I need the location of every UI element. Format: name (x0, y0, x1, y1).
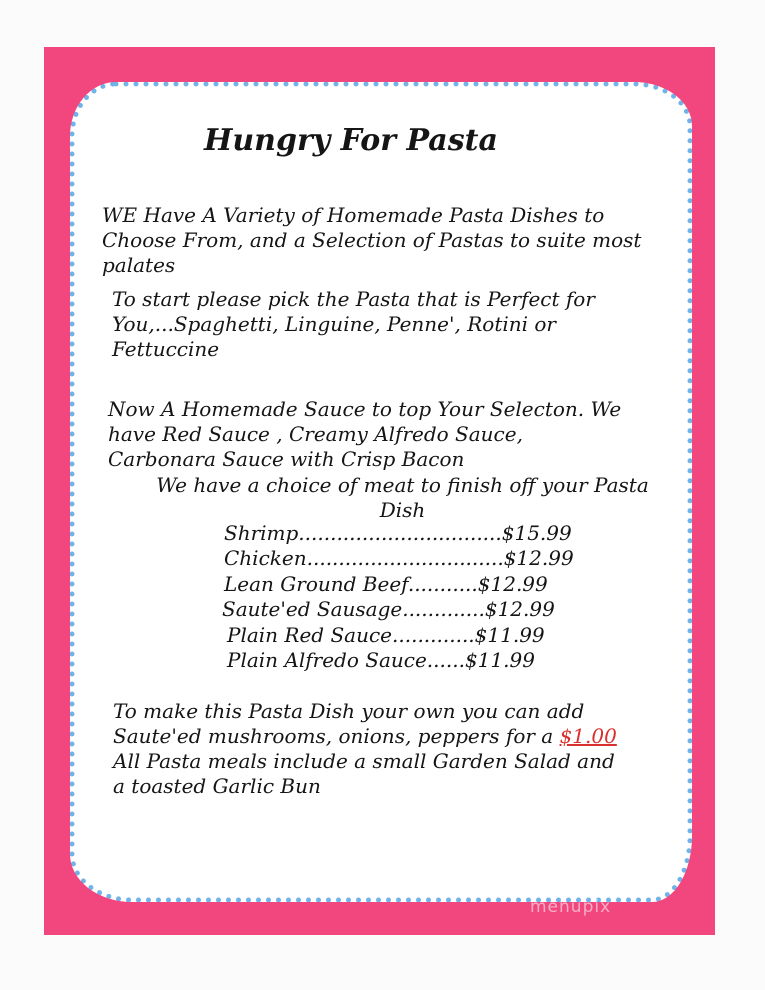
addon-line-prefix: Saute'ed mushrooms, onions, peppers for a (113, 724, 560, 748)
meat-paragraph (0, 473, 765, 523)
menu-item-line: Saute'ed Sausage.............$12.99 (222, 597, 555, 622)
menu-item-chicken (210, 546, 574, 571)
pasta-line: Fettuccine (112, 337, 220, 361)
sauce-line: Carbonara Sauce with Crisp Bacon (108, 447, 465, 471)
addon-line: a toasted Garlic Bun (113, 774, 321, 798)
menu-item-line: Chicken...............................$12.99 (224, 546, 574, 571)
sauce-paragraph (108, 397, 621, 472)
addon-line (113, 724, 617, 749)
menu-item-line: Plain Red Sauce.............$11.99 (227, 622, 545, 647)
menu-item-line: Lean Ground Beef...........$12.99 (224, 571, 548, 596)
meat-line: Dish (379, 498, 426, 522)
intro-line: Choose From, and a Selection of Pastas to suite most (102, 228, 642, 252)
intro-paragraph (102, 203, 641, 278)
sauce-line: have Red Sauce , Creamy Alfredo Sauce, (108, 422, 523, 446)
intro-line: WE Have A Variety of Homemade Pasta Dishes to (102, 203, 605, 227)
intro-line: palates (102, 253, 176, 277)
pasta-paragraph (112, 287, 595, 362)
menu-item-shrimp (210, 521, 572, 546)
pasta-line: To start please pick the Pasta that is Perfect for (112, 287, 595, 311)
price-list (210, 521, 574, 673)
watermark: menupix (530, 897, 612, 917)
addon-line: All Pasta meals include a small Garden Salad and (113, 749, 615, 773)
menu-item-red-sauce (210, 623, 550, 648)
menu-item-ground-beef (210, 572, 550, 597)
menu-item-line: Shrimp................................$15.99 (224, 521, 572, 545)
addon-price: $1.00 (559, 724, 617, 748)
addon-paragraph (113, 699, 617, 799)
addon-line: To make this Pasta Dish your own you can add (113, 699, 585, 723)
menu-item-sausage (210, 597, 555, 622)
menu-item-line: Plain Alfredo Sauce......$11.99 (227, 647, 535, 672)
sauce-line: Now A Homemade Sauce to top Your Selecton. We (108, 397, 622, 421)
menu-item-alfredo-sauce (210, 648, 550, 673)
pasta-line: You,...Spaghetti, Linguine, Penne', Rotini or (112, 312, 556, 336)
page-title: Hungry For Pasta (204, 123, 498, 158)
meat-line: We have a choice of meat to finish off your Pasta (156, 473, 649, 497)
